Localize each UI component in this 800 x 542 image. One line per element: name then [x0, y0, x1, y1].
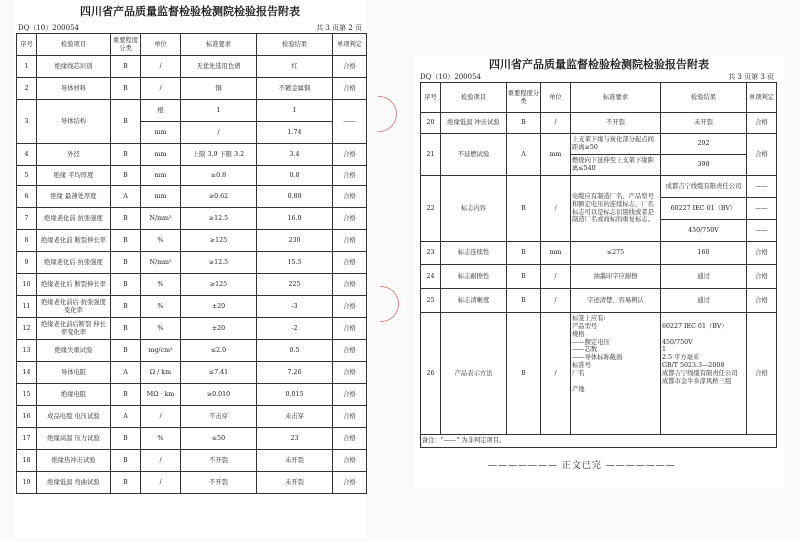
cell-no: 2 [17, 78, 37, 100]
cell-judgement: —— [747, 198, 777, 220]
header-no: 序号 [421, 83, 441, 113]
table-row [17, 450, 367, 472]
cell-item: 成品电缆 电压试验 [37, 406, 111, 428]
cell-requirement: ≤2.0 [181, 340, 257, 362]
cell-result: 16.0 [257, 208, 333, 230]
cell-requirement: 无优先选用色谱 [181, 56, 257, 78]
cell-item: 绝缘老化后 断裂伸长率 [37, 274, 111, 296]
header-judgement: 单项判定 [747, 83, 777, 113]
cell-unit: / [541, 176, 571, 242]
table-row [17, 56, 367, 78]
cell-result: 450/750V [661, 220, 747, 242]
cell-result: 成都吉宁线缆有限责任公司 [661, 176, 747, 198]
cell-requirement: ≤275 [571, 242, 661, 265]
cell-class: B [111, 274, 141, 296]
cell-item: 绝缘 最薄处厚度 [37, 186, 111, 208]
cell-result: 红 [257, 56, 333, 78]
cell-class: B [111, 384, 141, 406]
table-row [17, 384, 367, 406]
cell-judgement: 合格 [333, 472, 367, 494]
cell-judgement: 合格 [747, 313, 777, 435]
cell-class: B [507, 113, 541, 134]
page-number: 共 3 页第 3 页 [728, 73, 774, 81]
cell-no: 16 [17, 406, 37, 428]
cell-class: B [111, 252, 141, 274]
cell-result: 未击穿 [257, 406, 333, 428]
cell-result: 7.26 [257, 362, 333, 384]
cell-requirement: 上支架下缘与炭化部分起点间距离≥50 [571, 134, 661, 155]
table-row [17, 186, 367, 208]
report-page-3 [414, 56, 784, 488]
cell-judgement: 合格 [333, 230, 367, 252]
cell-result: 292 [661, 134, 747, 155]
cell-class: B [507, 176, 541, 242]
cell-class: B [111, 450, 141, 472]
cell-no: 14 [17, 362, 37, 384]
cell-class: A [507, 134, 541, 176]
end-of-text: ——————— 正文已完 ——————— [488, 461, 676, 471]
cell-no: 18 [17, 450, 37, 472]
cell-no: 24 [421, 265, 441, 289]
cell-unit: / [141, 472, 181, 494]
table-row [17, 230, 367, 252]
cell-judgement: 合格 [747, 265, 777, 289]
cell-judgement: 合格 [333, 406, 367, 428]
cell-item: 绝缘电阻 [37, 384, 111, 406]
cell-class: B [111, 428, 141, 450]
cell-judgement: 合格 [333, 362, 367, 384]
cell-item: 绝缘老化前 断裂伸长率 [37, 230, 111, 252]
cell-no: 19 [17, 472, 37, 494]
cell-requirement: 不开裂 [181, 450, 257, 472]
cell-requirement: 电缆应有制造厂名、产品型号和额定电压的连续标志，厂名标志可以是标志识别线或者是制造厂名或商标的重复标志。 [571, 176, 661, 242]
cell-class: A [111, 406, 141, 428]
cell-unit: MΩ · km [141, 384, 181, 406]
cell-requirement: 上限 3.9 下限 3.2 [181, 144, 257, 166]
cell-class: B [111, 166, 141, 186]
cell-no: 11 [17, 296, 37, 318]
cell-judgement: 合格 [333, 144, 367, 166]
cell-class: B [111, 208, 141, 230]
table-row [17, 406, 367, 428]
cell-requirement: 不开裂 [181, 472, 257, 494]
seal-stamp [380, 286, 399, 322]
header-item: 检验项目 [441, 83, 507, 113]
cell-no: 20 [421, 113, 441, 134]
cell-class: B [111, 144, 141, 166]
table-row [17, 78, 367, 100]
table-row [17, 252, 367, 274]
cell-result: 60227 IEC 01（BV） 450/750V 1 2.5 平方毫米 GB/T 5023.3—2008 成都吉宁线缆有限责任公司 成都市金牛乡淳风桥三组 [661, 313, 747, 435]
cell-item: 产品表示方法 [441, 313, 507, 435]
cell-result: 通过 [661, 289, 747, 313]
cell-unit: N/mm² [141, 208, 181, 230]
cell-class: B [111, 318, 141, 340]
cell-no: 12 [17, 318, 37, 340]
cell-unit: mm [541, 242, 571, 265]
cell-item: 绝缘失重试验 [37, 340, 111, 362]
cell-item: 标志连续性 [441, 242, 507, 265]
cell-requirement: ≥0.8 [181, 166, 257, 186]
table-row [17, 100, 367, 122]
cell-result: 3.4 [257, 144, 333, 166]
cell-judgement: 合格 [333, 296, 367, 318]
cell-result: 1.74 [257, 122, 333, 144]
table-row [421, 313, 777, 435]
table-row [17, 340, 367, 362]
cell-class: B [507, 313, 541, 435]
cell-requirement: ≥0.62 [181, 186, 257, 208]
report-page-2 [14, 0, 366, 538]
cell-class: B [111, 296, 141, 318]
cell-unit: Ω / km [141, 362, 181, 384]
cell-class: B [111, 472, 141, 494]
cell-result: 160 [661, 242, 747, 265]
cell-no: 13 [17, 340, 37, 362]
table-row [421, 289, 777, 313]
cell-judgement: —— [333, 100, 367, 144]
header-item: 检验项目 [37, 34, 111, 56]
cell-unit: / [541, 289, 571, 313]
cell-item: 导体电阻 [37, 362, 111, 384]
header-requirement: 标准要求 [181, 34, 257, 56]
cell-no: 9 [17, 252, 37, 274]
cell-no: 26 [421, 313, 441, 435]
cell-result: 0.8 [257, 166, 333, 186]
header-class: 重要程度分类 [507, 83, 541, 113]
table-row [17, 144, 367, 166]
table-row [421, 113, 777, 134]
header-class: 重要程度分类 [111, 34, 141, 56]
cell-judgement: 合格 [747, 134, 777, 176]
cell-unit: / [141, 450, 181, 472]
table-note: 备注："——" 为非判定项目。 [421, 435, 777, 448]
cell-item: 标志内容 [441, 176, 507, 242]
table-row [421, 242, 777, 265]
cell-item: 绝缘老化前 抗张强度 [37, 208, 111, 230]
page-title: 四川省产品质量监督检验检测院检验报告附表 [80, 5, 300, 18]
cell-requirement: 标签上应有: 产品型号 规格 ——额定电压 ——芯数 ——导体标称截面 标准号 厂名 产地 [571, 313, 661, 435]
cell-no: 5 [17, 166, 37, 186]
cell-result: 通过 [661, 265, 747, 289]
cell-requirement: / [181, 122, 257, 144]
cell-result: 不镀金属铜 [257, 78, 333, 100]
page-title: 四川省产品质量监督检验检测院检验报告附表 [489, 58, 709, 71]
cell-class: B [111, 340, 141, 362]
cell-unit: mm [141, 122, 181, 144]
table-note-row [421, 435, 777, 448]
cell-judgement: 合格 [333, 166, 367, 186]
cell-unit: / [541, 265, 571, 289]
cell-judgement: 合格 [747, 242, 777, 265]
cell-no: 1 [17, 56, 37, 78]
cell-judgement: 合格 [747, 113, 777, 134]
cell-unit: mm [141, 186, 181, 208]
cell-item: 绝缘老化前后断裂 伸长率变化率 [37, 318, 111, 340]
header-requirement: 标准要求 [571, 83, 661, 113]
table-row [17, 274, 367, 296]
cell-judgement: 合格 [747, 289, 777, 313]
cell-judgement: 合格 [333, 274, 367, 296]
cell-requirement: 字迹清楚、容易辨认 [571, 289, 661, 313]
cell-judgement: 合格 [333, 428, 367, 450]
cell-item: 标志清晰度 [441, 289, 507, 313]
table-row [421, 265, 777, 289]
table-header-row [421, 83, 777, 113]
cell-unit: % [141, 428, 181, 450]
cell-no: 25 [421, 289, 441, 313]
cell-judgement: 合格 [333, 208, 367, 230]
cell-class: B [111, 230, 141, 252]
cell-unit: % [141, 230, 181, 252]
cell-requirement: ≥0.010 [181, 384, 257, 406]
cell-result: 0.80 [257, 186, 333, 208]
cell-requirement: ≥125 [181, 230, 257, 252]
header-judgement: 单项判定 [333, 34, 367, 56]
cell-class: B [111, 56, 141, 78]
cell-requirement: ≥12.5 [181, 208, 257, 230]
cell-requirement: ±20 [181, 318, 257, 340]
cell-result: 未开裂 [661, 113, 747, 134]
cell-result: -2 [257, 318, 333, 340]
header-unit: 单位 [141, 34, 181, 56]
table-row [17, 208, 367, 230]
cell-unit: N/mm² [141, 252, 181, 274]
cell-item: 标志耐擦性 [441, 265, 507, 289]
cell-item: 外径 [37, 144, 111, 166]
cell-item: 绝缘线芯识别 [37, 56, 111, 78]
cell-item: 绝缘老化前后 抗张强度变化率 [37, 296, 111, 318]
table-header-row [17, 34, 367, 56]
cell-requirement: 燃烧向下延伸至上支架下缘距离≤540 [571, 155, 661, 176]
cell-unit: % [141, 318, 181, 340]
cell-requirement: ≥125 [181, 274, 257, 296]
cell-judgement: —— [747, 220, 777, 242]
report-number: DQ（10）200054 [420, 73, 481, 81]
cell-unit: / [141, 78, 181, 100]
cell-no: 21 [421, 134, 441, 176]
cell-unit: / [541, 313, 571, 435]
cell-requirement: ≤7.41 [181, 362, 257, 384]
cell-requirement: ±20 [181, 296, 257, 318]
cell-unit: mm [141, 144, 181, 166]
cell-unit: / [541, 113, 571, 134]
cell-requirement: 铜 [181, 78, 257, 100]
cell-judgement: 合格 [333, 450, 367, 472]
cell-result: 225 [257, 274, 333, 296]
table-row [17, 428, 367, 450]
cell-class: B [507, 289, 541, 313]
cell-result: -3 [257, 296, 333, 318]
cell-requirement: 油墨印字应耐擦 [571, 265, 661, 289]
table-row [421, 134, 777, 155]
cell-unit: mm [541, 134, 571, 176]
cell-result: 398 [661, 155, 747, 176]
cell-item: 绝缘老化后 抗张强度 [37, 252, 111, 274]
cell-unit: / [141, 56, 181, 78]
cell-judgement: 合格 [333, 340, 367, 362]
cell-class: A [111, 362, 141, 384]
cell-result: 0.5 [257, 340, 333, 362]
cell-item: 导体结构 [37, 100, 111, 144]
table-row [17, 472, 367, 494]
cell-requirement: ≥12.5 [181, 252, 257, 274]
cell-result: 0.015 [257, 384, 333, 406]
cell-item: 绝缘低温 弯曲试验 [37, 472, 111, 494]
header-result: 检验结果 [257, 34, 333, 56]
cell-judgement: 合格 [333, 56, 367, 78]
table-row [17, 296, 367, 318]
cell-judgement: 合格 [333, 384, 367, 406]
cell-unit: mm [141, 166, 181, 186]
cell-result: 未开裂 [257, 450, 333, 472]
cell-item: 绝缘热冲击试验 [37, 450, 111, 472]
cell-class: B [507, 265, 541, 289]
cell-judgement: 合格 [333, 318, 367, 340]
table-row [17, 166, 367, 186]
table-row [17, 318, 367, 340]
cell-class: A [111, 186, 141, 208]
report-number: DQ（10）200054 [18, 24, 79, 32]
cell-unit: / [141, 406, 181, 428]
cell-unit: % [141, 296, 181, 318]
cell-no: 23 [421, 242, 441, 265]
cell-result: 1 [257, 100, 333, 122]
cell-result: 15.5 [257, 252, 333, 274]
results-table [420, 82, 777, 448]
results-table [16, 33, 367, 494]
cell-requirement: 不开裂 [571, 113, 661, 134]
cell-no: 17 [17, 428, 37, 450]
cell-unit: mg/cm² [141, 340, 181, 362]
cell-no: 10 [17, 274, 37, 296]
header-result: 检验结果 [661, 83, 747, 113]
cell-no: 15 [17, 384, 37, 406]
page-number: 共 3 页第 2 页 [316, 24, 362, 32]
cell-no: 3 [17, 100, 37, 144]
cell-judgement: 合格 [333, 252, 367, 274]
header-no: 序号 [17, 34, 37, 56]
cell-class: B [111, 78, 141, 100]
cell-requirement: ≤50 [181, 428, 257, 450]
cell-item: 绝缘高温 压力试验 [37, 428, 111, 450]
cell-requirement: 不击穿 [181, 406, 257, 428]
cell-item: 绝缘低温 冲击试验 [441, 113, 507, 134]
cell-item: 不延燃试验 [441, 134, 507, 176]
cell-judgement: 合格 [333, 78, 367, 100]
cell-no: 4 [17, 144, 37, 166]
header-unit: 单位 [541, 83, 571, 113]
cell-judgement: 合格 [333, 186, 367, 208]
cell-item: 绝缘 平均厚度 [37, 166, 111, 186]
cell-unit: 根 [141, 100, 181, 122]
cell-no: 22 [421, 176, 441, 242]
cell-result: 23 [257, 428, 333, 450]
cell-result: 60227 IEC 01（BV） [661, 198, 747, 220]
cell-no: 6 [17, 186, 37, 208]
cell-item: 导体材料 [37, 78, 111, 100]
cell-result: 230 [257, 230, 333, 252]
cell-judgement: —— [747, 176, 777, 198]
cell-requirement: 1 [181, 100, 257, 122]
cell-class: B [111, 100, 141, 144]
table-row [17, 362, 367, 384]
table-row [421, 176, 777, 198]
cell-unit: % [141, 274, 181, 296]
cell-class: B [507, 242, 541, 265]
cell-no: 8 [17, 230, 37, 252]
cell-result: 未开裂 [257, 472, 333, 494]
cell-no: 7 [17, 208, 37, 230]
seal-stamp [378, 96, 397, 132]
